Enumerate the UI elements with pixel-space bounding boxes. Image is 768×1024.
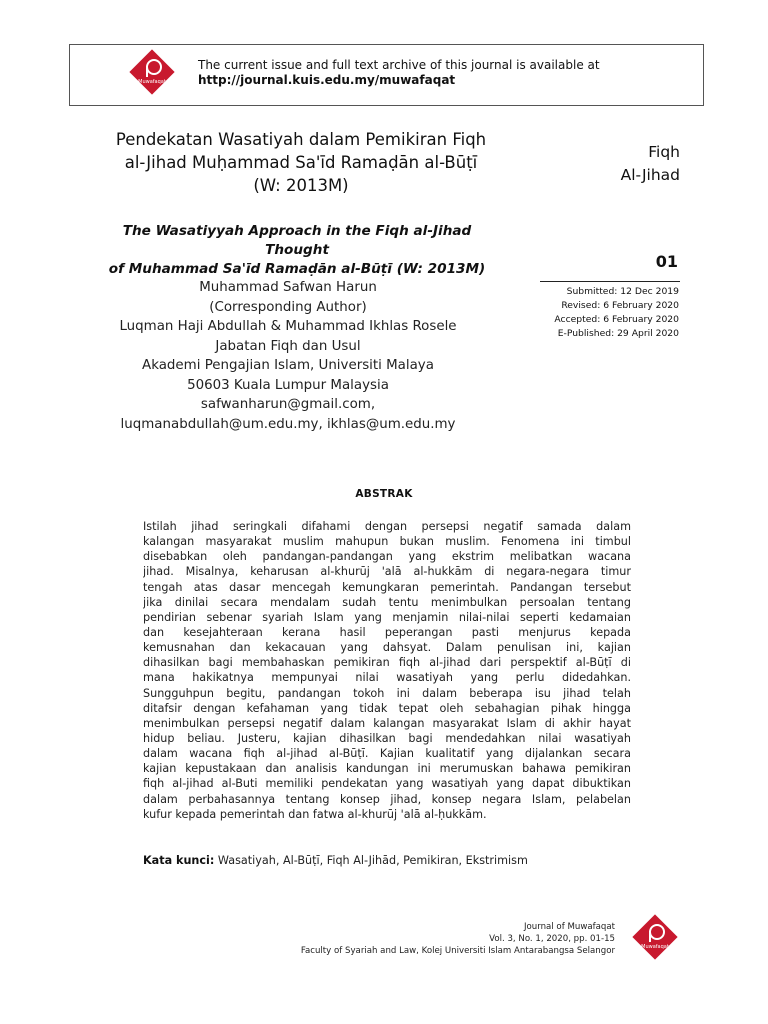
department: Jabatan Fiqh dan Usul — [215, 338, 361, 354]
keywords-text: Wasatiyah, Al-Būṭī, Fiqh Al-Jihād, Pemikiran, Ekstrimism — [214, 854, 528, 867]
email-2[interactable]: luqmanabdullah@um.edu.my, ikhlas@um.edu.my — [120, 416, 456, 432]
abstract-line: kalangan masyarakat muslim mahupun bukan muslim. Fenomena ini timbul — [143, 535, 631, 549]
abstract-line: dan kesejahteraan kerana hasil peperangan pasti menjurus kepada — [143, 625, 631, 639]
title-malay-line2: al-Jihad Muḥammad Sa'īd Ramaḍān al-Būṭī — [124, 153, 478, 172]
author-role: (Corresponding Author) — [209, 299, 367, 315]
topic-line1: Fiqh — [648, 143, 680, 161]
published-date: E-Published: 29 April 2020 — [557, 328, 679, 339]
title-english-line2: of Muhammad Sa'īd Ramaḍān al-Būṭī (W: 2013M) — [108, 261, 486, 277]
abstract-line: fiqh al-jihad al-Buti memiliki pendekatan yang wasatiyah yang dapat dibuktikan — [143, 777, 631, 791]
email-1[interactable]: safwanharun@gmail.com, — [200, 397, 376, 412]
abstract-line: menimbulkan persepsi negatif dalam kalangan masyarakat Islam di akhir hayat — [143, 716, 631, 730]
abstract-heading: ABSTRAK — [355, 488, 413, 500]
journal-logo — [130, 50, 174, 94]
abstract-line: dihasilkan bagi membahaskan pemikiran fiqh al-jihad dari perspektif al-Būṭī di — [143, 656, 631, 670]
title-malay-line3: (W: 2013M) — [253, 176, 349, 195]
abstract-body — [143, 519, 631, 822]
author-block — [88, 278, 488, 434]
footer-journal-name: Journal of Muwafaqat — [523, 922, 615, 932]
abstract-line: dalam wacana fiqh al-jihad al-Būṭī. Kajian kualitatif yang dijalankan secara — [143, 747, 631, 761]
abstract-line: jika dinilai secara mendalam sudah tentu menimbulkan persoalan tentang — [143, 595, 631, 609]
publication-dates — [500, 285, 679, 341]
revised-date: Revised: 6 February 2020 — [561, 300, 679, 311]
topic-line2: Al-Jihad — [620, 166, 680, 184]
title-english-line1: The Wasatiyyah Approach in the Fiqh al-Jihad Thought — [122, 223, 472, 258]
submitted-date: Submitted: 12 Dec 2019 — [566, 286, 679, 297]
institution: Akademi Pengajian Islam, Universiti Malaya — [142, 358, 434, 373]
author-name-1: Muhammad Safwan Harun — [199, 280, 377, 295]
accepted-date: Accepted: 6 February 2020 — [554, 314, 679, 325]
logo-text: Muwafaqat — [138, 79, 166, 85]
abstract-line: kajian kepustakaan dan analisis kandungan ini merumuskan bahawa pemikiran — [143, 762, 631, 776]
address: 50603 Kuala Lumpur Malaysia — [187, 377, 389, 393]
abstract-line: hidup beliau. Justeru, kajian dihasilkan bagi mendedahkan nilai wasatiyah — [143, 731, 631, 745]
abstract-line: mana hakikatnya mempunyai nilai wasatiyah yang perlu didedahkan. — [143, 671, 631, 685]
title-malay — [96, 128, 506, 197]
abstract-line: pendirian sebenar syariah Islam yang menjamin nilai-nilai seperti kedamaian — [143, 610, 631, 624]
title-malay-line1: Pendekatan Wasatiyah dalam Pemikiran Fiqh — [115, 130, 487, 149]
topic-label — [590, 141, 680, 187]
abstract-line: Istilah jihad seringkali difahami dengan persepsi negatif samada dalam — [143, 520, 631, 533]
abstract-line: ditafsir dengan kefahaman yang tidak tepat oleh sebahagian pihak hingga — [143, 701, 631, 715]
abstract-line: dalam perbahasannya tentang konsep jihad, konsep negara Islam, pelabelan — [143, 792, 631, 806]
keywords — [143, 854, 528, 867]
abstract-line: tengah atas dasar mencegah kemungkaran pemerintah. Pandangan tersebut — [143, 580, 631, 594]
archive-notice: The current issue and full text archive of this journal is available at — [198, 58, 600, 72]
title-english — [92, 222, 502, 279]
journal-footer — [200, 921, 615, 957]
abstract-line: disebabkan oleh pandangan-pandangan yang ekstrim melibatkan wacana — [143, 550, 631, 564]
journal-url-link[interactable]: http://journal.kuis.edu.my/muwafaqat — [198, 73, 456, 87]
footer-volume: Vol. 3, No. 1, 2020, pp. 01-15 — [489, 934, 615, 944]
abstract-line: kemusnahan dan kekacauan yang dahsyat. Dalam penulisan ini, kajian — [143, 641, 631, 655]
footer-logo — [633, 915, 677, 959]
side-divider — [540, 281, 680, 282]
footer-logo-text: Muwafaqat — [641, 944, 669, 950]
author-names-2: Luqman Haji Abdullah & Muhammad Ikhlas Rosele — [119, 319, 457, 334]
article-number: 01 — [655, 252, 678, 271]
keywords-label: Kata kunci: — [143, 854, 215, 867]
abstract-line: Sungguhpun begitu, pandangan tokoh ini dalam beberapa isu jihad telah — [143, 686, 631, 700]
footer-faculty: Faculty of Syariah and Law, Kolej Universiti Islam Antarabangsa Selangor — [300, 946, 615, 956]
abstract-line: kufur kepada pemerintah dan fatwa al-khurūj 'alā al-ḥukkām. — [143, 807, 487, 821]
abstract-line: jihad. Misalnya, keharusan al-khurūj 'alā al-hukkām di negara-negara timur — [143, 565, 631, 579]
